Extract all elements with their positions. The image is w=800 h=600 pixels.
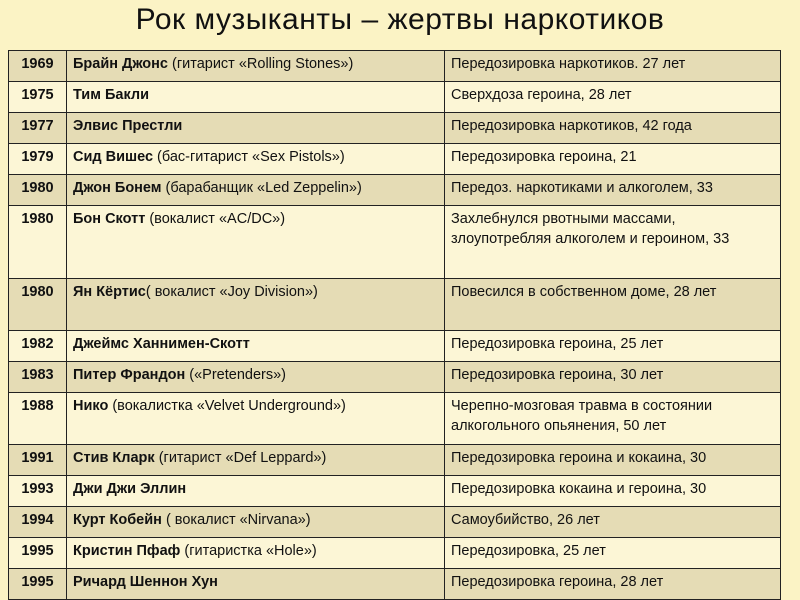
musician-name: Брайн Джонс [73, 56, 168, 72]
cause-cell: Передозировка героина, 21 [445, 144, 781, 175]
table-row [9, 175, 781, 206]
musician-name: Джи Джи Эллин [73, 481, 187, 497]
musician-name: Курт Кобейн [73, 512, 162, 528]
musician-name: Ричард Шеннон Хун [73, 574, 218, 590]
table-row [9, 507, 781, 538]
table-row [9, 445, 781, 476]
cause-cell: Черепно-мозговая травма в состоянии алкогольного опьянения, 50 лет [445, 393, 781, 445]
musician-cell [67, 507, 445, 538]
year-cell: 1991 [9, 445, 67, 476]
musician-cell [67, 175, 445, 206]
musician-cell [67, 331, 445, 362]
musician-name: Ян Кёртис [73, 284, 146, 300]
year-cell: 1975 [9, 82, 67, 113]
cause-cell: Сверхдоза героина, 28 лет [445, 82, 781, 113]
musician-role: (вокалистка «Velvet Underground») [108, 398, 346, 414]
musician-name: Нико [73, 398, 109, 414]
table-row [9, 393, 781, 445]
year-cell: 1983 [9, 362, 67, 393]
musician-name: Питер Франдон [73, 367, 186, 383]
year-cell: 1993 [9, 476, 67, 507]
page-title: Рок музыканты – жертвы наркотиков [135, 3, 665, 36]
musician-cell [67, 538, 445, 569]
musicians-table-container [8, 50, 780, 600]
cause-cell: Передозировка героина и кокаина, 30 [445, 445, 781, 476]
musician-cell [67, 82, 445, 113]
musician-role: ( вокалист «Joy Division») [145, 284, 318, 300]
musician-cell [67, 362, 445, 393]
cause-cell: Передозировка наркотиков. 27 лет [445, 51, 781, 82]
year-cell: 1994 [9, 507, 67, 538]
table-row [9, 82, 781, 113]
musician-cell [67, 279, 445, 331]
cause-cell: Передозировка героина, 28 лет [445, 569, 781, 600]
musician-role: (гитарист «Def Leppard») [154, 450, 327, 466]
table-row [9, 538, 781, 569]
musician-cell [67, 51, 445, 82]
year-cell: 1979 [9, 144, 67, 175]
musician-name: Кристин Пфаф [73, 543, 181, 559]
cause-cell: Передозировка кокаина и героина, 30 [445, 476, 781, 507]
musician-name: Джон Бонем [73, 180, 162, 196]
cause-cell: Самоубийство, 26 лет [445, 507, 781, 538]
musician-cell [67, 144, 445, 175]
musician-name: Бон Скотт [73, 211, 146, 227]
table-row [9, 476, 781, 507]
table-row [9, 362, 781, 393]
cause-cell: Передозировка героина, 30 лет [445, 362, 781, 393]
table-row [9, 569, 781, 600]
year-cell: 1995 [9, 538, 67, 569]
musician-role: (гитарист «Rolling Stones») [167, 56, 354, 72]
cause-cell: Передоз. наркотиками и алкоголем, 33 [445, 175, 781, 206]
musician-role: (гитаристка «Hole») [180, 543, 317, 559]
year-cell: 1980 [9, 175, 67, 206]
musician-cell [67, 476, 445, 507]
musician-cell [67, 445, 445, 476]
musician-name: Сид Вишес [73, 149, 154, 165]
musician-name: Джеймс Ханнимен-Скотт [73, 336, 250, 352]
year-cell: 1980 [9, 279, 67, 331]
musician-cell [67, 206, 445, 279]
table-row [9, 144, 781, 175]
musician-role: (барабанщик «Led Zeppelin») [161, 180, 362, 196]
musicians-table [8, 50, 781, 600]
musician-name: Стив Кларк [73, 450, 155, 466]
table-row [9, 51, 781, 82]
table-row [9, 331, 781, 362]
table-row [9, 279, 781, 331]
musician-cell [67, 393, 445, 445]
year-cell: 1969 [9, 51, 67, 82]
year-cell: 1995 [9, 569, 67, 600]
cause-cell: Передозировка, 25 лет [445, 538, 781, 569]
musician-cell [67, 113, 445, 144]
table-row [9, 113, 781, 144]
cause-cell: Передозировка наркотиков, 42 года [445, 113, 781, 144]
year-cell: 1980 [9, 206, 67, 279]
musician-cell [67, 569, 445, 600]
musician-role: («Pretenders») [185, 367, 287, 383]
musician-name: Элвис Престли [73, 118, 183, 134]
musician-role: (вокалист «AC/DC») [145, 211, 286, 227]
cause-cell: Передозировка героина, 25 лет [445, 331, 781, 362]
musician-role: (бас-гитарист «Sex Pistols») [153, 149, 345, 165]
year-cell: 1977 [9, 113, 67, 144]
musician-name: Тим Бакли [73, 87, 150, 103]
cause-cell: Захлебнулся рвотными массами, злоупотребляя алкоголем и героином, 33 [445, 206, 781, 279]
musician-role: ( вокалист «Nirvana») [161, 512, 311, 528]
table-row [9, 206, 781, 279]
year-cell: 1988 [9, 393, 67, 445]
year-cell: 1982 [9, 331, 67, 362]
cause-cell: Повесился в собственном доме, 28 лет [445, 279, 781, 331]
